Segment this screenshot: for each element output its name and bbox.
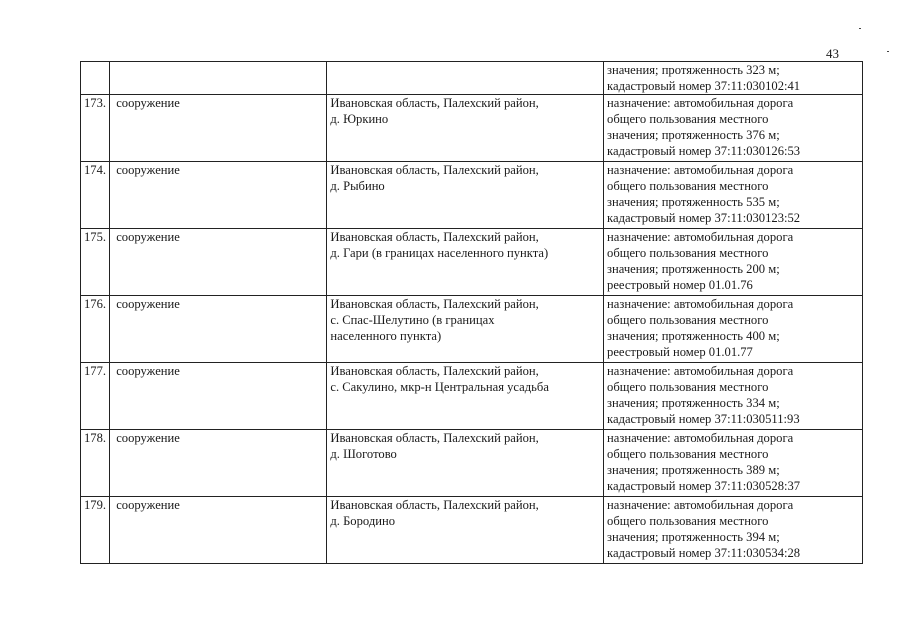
cell-type: сооружение xyxy=(110,430,327,497)
address-line: с. Сакулино, мкр-н Центральная усадьба xyxy=(330,380,549,394)
cell-address xyxy=(327,296,604,363)
address-line: Ивановская область, Палехский район, xyxy=(330,297,539,311)
table-row xyxy=(81,497,863,564)
cell-num: 174. xyxy=(81,162,110,229)
description-line: кадастровый номер 37:11:030528:37 xyxy=(607,479,801,493)
cell-address xyxy=(327,95,604,162)
cell-description xyxy=(604,162,863,229)
cell-num: 176. xyxy=(81,296,110,363)
address-line: Ивановская область, Палехский район, xyxy=(330,364,539,378)
cell-type xyxy=(110,62,327,95)
cell-address xyxy=(327,497,604,564)
description-line: общего пользования местного xyxy=(607,447,769,461)
description-line: кадастровый номер 37:11:030511:93 xyxy=(607,412,800,426)
description-line: значения; протяженность 323 м; xyxy=(607,63,780,77)
cell-type: сооружение xyxy=(110,95,327,162)
cell-type: сооружение xyxy=(110,497,327,564)
description-line: общего пользования местного xyxy=(607,179,769,193)
table-row xyxy=(81,229,863,296)
description-line: кадастровый номер 37:11:030102:41 xyxy=(607,79,801,93)
description-line: значения; протяженность 394 м; xyxy=(607,530,780,544)
scan-speck xyxy=(887,51,889,52)
description-line: значения; протяженность 334 м; xyxy=(607,396,780,410)
address-line: Ивановская область, Палехский район, xyxy=(330,96,539,110)
description-line: реестровый номер 01.01.76 xyxy=(607,278,753,292)
scan-speck xyxy=(859,28,861,29)
description-line: назначение: автомобильная дорога xyxy=(607,163,794,177)
table-row xyxy=(81,162,863,229)
description-line: общего пользования местного xyxy=(607,380,769,394)
cell-description xyxy=(604,363,863,430)
description-line: значения; протяженность 400 м; xyxy=(607,329,780,343)
cell-address xyxy=(327,62,604,95)
cell-num xyxy=(81,62,110,95)
cell-address xyxy=(327,229,604,296)
description-line: общего пользования местного xyxy=(607,514,769,528)
cell-num: 178. xyxy=(81,430,110,497)
cell-num: 177. xyxy=(81,363,110,430)
cell-description xyxy=(604,497,863,564)
address-line: Ивановская область, Палехский район, xyxy=(330,431,539,445)
description-line: общего пользования местного xyxy=(607,112,769,126)
cell-num: 173. xyxy=(81,95,110,162)
description-line: назначение: автомобильная дорога xyxy=(607,364,794,378)
address-line: д. Гари (в границах населенного пункта) xyxy=(330,246,549,260)
description-line: назначение: автомобильная дорога xyxy=(607,230,794,244)
description-line: назначение: автомобильная дорога xyxy=(607,297,794,311)
address-line: Ивановская область, Палехский район, xyxy=(330,498,539,512)
cell-type: сооружение xyxy=(110,363,327,430)
cell-description xyxy=(604,229,863,296)
cell-description xyxy=(604,62,863,95)
cell-address xyxy=(327,430,604,497)
cell-type: сооружение xyxy=(110,162,327,229)
table-row xyxy=(81,363,863,430)
cell-type: сооружение xyxy=(110,296,327,363)
cell-address xyxy=(327,162,604,229)
description-line: значения; протяженность 376 м; xyxy=(607,128,780,142)
description-line: кадастровый номер 37:11:030126:53 xyxy=(607,144,801,158)
address-line: Ивановская область, Палехский район, xyxy=(330,163,539,177)
cell-description xyxy=(604,296,863,363)
cell-address xyxy=(327,363,604,430)
description-line: значения; протяженность 200 м; xyxy=(607,262,780,276)
address-line: д. Рыбино xyxy=(330,179,385,193)
address-line: населенного пункта) xyxy=(330,329,442,343)
description-line: общего пользования местного xyxy=(607,313,769,327)
description-line: общего пользования местного xyxy=(607,246,769,260)
objects-table xyxy=(80,61,863,564)
address-line: Ивановская область, Палехский район, xyxy=(330,230,539,244)
table-row xyxy=(81,95,863,162)
cell-type: сооружение xyxy=(110,229,327,296)
description-line: кадастровый номер 37:11:030123:52 xyxy=(607,211,801,225)
table-row xyxy=(81,296,863,363)
address-line: д. Шоготово xyxy=(330,447,397,461)
cell-num: 179. xyxy=(81,497,110,564)
description-line: назначение: автомобильная дорога xyxy=(607,431,794,445)
description-line: реестровый номер 01.01.77 xyxy=(607,345,753,359)
description-line: значения; протяженность 389 м; xyxy=(607,463,780,477)
table-row xyxy=(81,430,863,497)
cell-description xyxy=(604,430,863,497)
address-line: с. Спас-Шелутино (в границах xyxy=(330,313,495,327)
description-line: назначение: автомобильная дорога xyxy=(607,498,794,512)
cell-description xyxy=(604,95,863,162)
page-number: 43 xyxy=(826,46,839,61)
description-line: кадастровый номер 37:11:030534:28 xyxy=(607,546,801,560)
address-line: д. Бородино xyxy=(330,514,396,528)
description-line: значения; протяженность 535 м; xyxy=(607,195,780,209)
address-line: д. Юркино xyxy=(330,112,389,126)
table-row-continuation xyxy=(81,62,863,95)
cell-num: 175. xyxy=(81,229,110,296)
description-line: назначение: автомобильная дорога xyxy=(607,96,794,110)
